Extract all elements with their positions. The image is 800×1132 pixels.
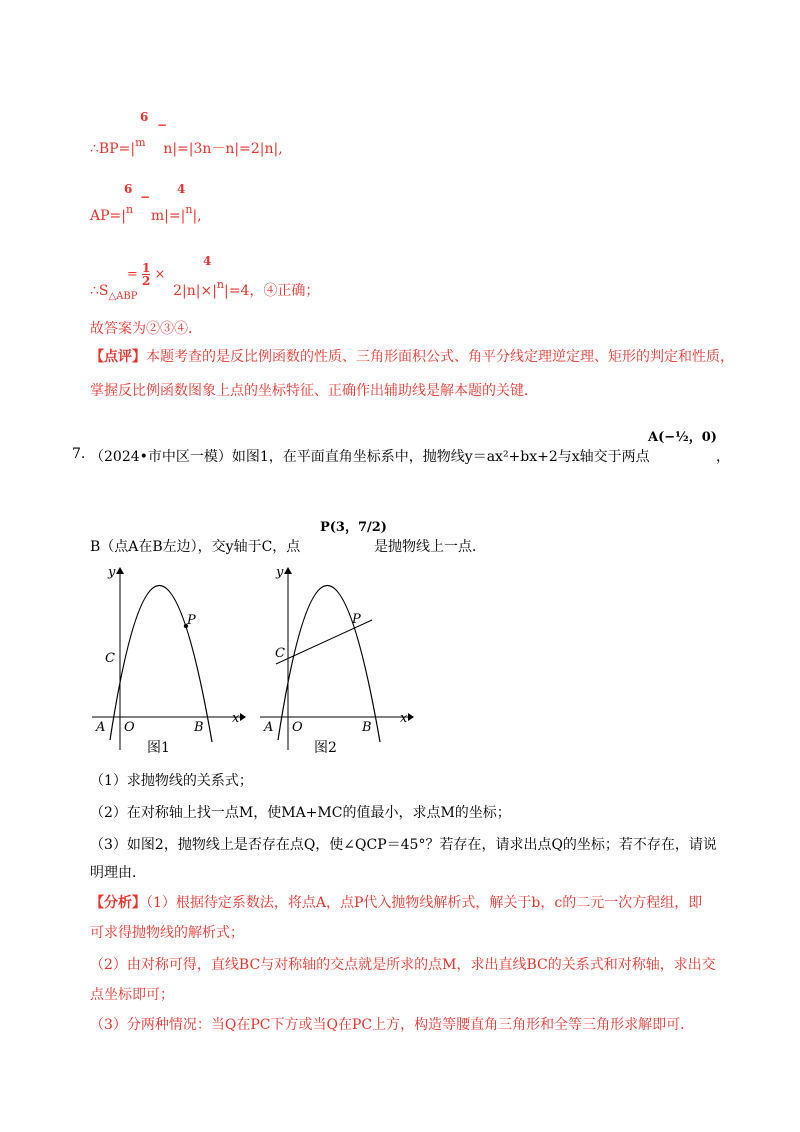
ap-mid: m|=| — [150, 208, 186, 224]
figure-1-caption: 图1 — [147, 740, 170, 756]
analysis-line-3: （2）由对称可得，直线BC与对称轴的交点就是所求的点M，求出直线BC的关系式和对称轴，求出交 — [90, 957, 716, 973]
fig1-label-p: P — [187, 613, 196, 628]
bp-equation — [90, 138, 283, 158]
comment-tag: 【点评】 — [90, 349, 146, 365]
fig2-label-b: B — [362, 720, 372, 735]
s-rest-a: 2|n|×| — [173, 283, 217, 299]
analysis-line-2: 可求得抛物线的解析式； — [90, 925, 244, 941]
s-times: × — [154, 267, 166, 282]
s-half-den: 2 — [142, 274, 151, 288]
fig2-label-x: x — [400, 711, 408, 726]
analysis-line-5: （3）分两种情况：当Q在PC下方或当Q在PC上方，构造等腰直角三角形和全等三角形求解即可． — [90, 1017, 695, 1033]
comment-line-2: 掌握反比例函数图象上点的坐标特征、正确作出辅助线是解本题的关键． — [90, 383, 538, 399]
question-3b: 明理由． — [90, 865, 146, 881]
analysis-tag: 【分析】 — [90, 895, 146, 911]
ap-minus: − — [140, 190, 151, 204]
figure-2 — [256, 560, 416, 760]
bp-fraction-denominator: m — [135, 136, 146, 149]
figure-2-caption: 图2 — [314, 740, 337, 756]
figure-1 — [88, 560, 248, 760]
fig1-label-a: A — [96, 720, 106, 735]
fig2-label-y: y — [276, 565, 284, 580]
problem-text-2b: 是抛物线上一点． — [374, 539, 486, 555]
analysis-line-4: 点坐标即可； — [90, 987, 174, 1003]
answer-line: 故答案为②③④． — [90, 321, 202, 337]
question-3a: （3）如图2，抛物线上是否存在点Q，使∠QCP＝45°？若存在，请求出点Q的坐标；若不存在，请说 — [90, 837, 717, 853]
fig2-y-arrow-icon — [284, 567, 292, 574]
fig1-parabola — [110, 585, 212, 742]
fig1-label-c: C — [105, 651, 115, 666]
bp-prefix: ∴BP=| — [90, 141, 136, 157]
s-fraction-denominator: n — [216, 278, 225, 291]
s-half-num: 1 — [142, 261, 151, 275]
comment-line-1 — [90, 346, 734, 366]
point-p-coordinate: P(3，7/2) — [320, 520, 387, 535]
analysis-text-1: （1）根据待定系数法，将点A，点P代入抛物线解析式，解关于b，c的二元一次方程组，即 — [146, 895, 703, 911]
s-rest-b: |=4，④正确； — [224, 283, 320, 299]
question-1: （1）求抛物线的关系式； — [90, 773, 253, 789]
comment-text-1: 本题考查的是反比例函数的性质、三角形面积公式、角平分线定理逆定理、矩形的判定和性质， — [146, 349, 734, 365]
s-fraction-numerator: 4 — [203, 254, 212, 268]
bp-rest: n|=|3n－n|=2|n|, — [163, 141, 283, 157]
ap-prefix: AP=| — [90, 208, 126, 224]
ap-fraction1-numerator: 6 — [124, 182, 133, 196]
fig1-label-b: B — [194, 720, 204, 735]
fig1-label-o: O — [124, 720, 135, 735]
s-equation — [90, 280, 319, 302]
problem-comma: ， — [716, 449, 730, 465]
ap-end: |, — [192, 208, 202, 224]
s-eq: = — [127, 267, 138, 282]
bp-minus: − — [157, 118, 168, 132]
fig1-x-arrow-icon — [240, 713, 246, 721]
fig2-label-a: A — [264, 720, 274, 735]
problem-number: 7. — [72, 446, 86, 462]
s-sub: △ABP — [108, 290, 138, 302]
analysis-line-1 — [90, 892, 702, 912]
bp-fraction-numerator: 6 — [140, 110, 149, 124]
question-2: （2）在对称轴上找一点M，使MA+MC的值最小，求点M的坐标； — [90, 805, 511, 821]
ap-fraction1-denominator: n — [125, 203, 134, 216]
fig2-label-o: O — [292, 720, 303, 735]
fig1-label-x: x — [232, 711, 240, 726]
point-a-coordinate: A(−½，0) — [648, 430, 717, 445]
problem-text-1: （2024•市中区一模）如图1，在平面直角坐标系中，抛物线y＝ax²+bx+2与x轴交于两点 — [90, 449, 650, 465]
fig2-label-c: C — [275, 646, 285, 661]
fig1-y-arrow-icon — [116, 567, 124, 574]
problem-text-2a: B（点A在B左边），交y轴于C，点 — [90, 539, 301, 555]
fig1-label-y: y — [108, 565, 116, 580]
ap-fraction2-denominator: n — [185, 203, 193, 216]
fig2-x-arrow-icon — [408, 713, 414, 721]
s-prefix: ∴S — [90, 283, 109, 299]
ap-equation — [90, 203, 202, 224]
fig2-parabola — [278, 585, 380, 742]
fig2-label-p: P — [352, 612, 361, 627]
ap-fraction2-numerator: 4 — [177, 182, 186, 196]
